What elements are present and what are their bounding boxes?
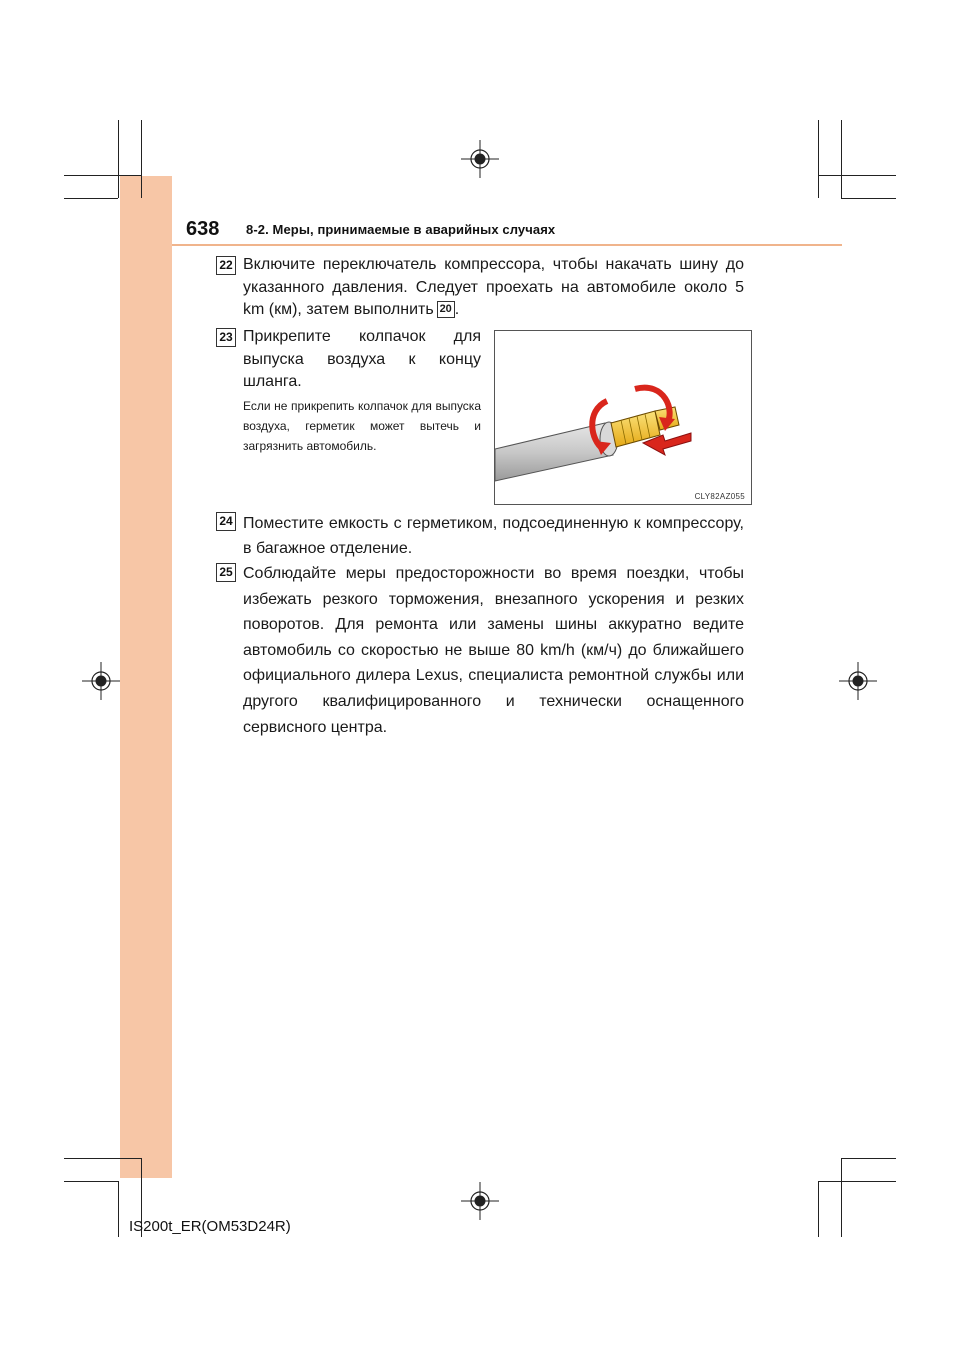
- step-note: Если не прикрепить колпачок для выпуска воздуха, герметик может вытечь и загрязнить автомобиль.: [243, 399, 481, 453]
- step-text: Соблюдайте меры предосторожности во время поездки, чтобы избежать резкого торможения, внезапного ускорения и резких поворотов. Для ремонта или замены шины аккуратно ведите автомобиль со скоростью не выше 80 km/h (км/ч) до ближайшего официального дилера Lexus, специалиста ремонтной службы или другого квалифицированного и технически оснащенного сервисного центра.: [243, 565, 744, 736]
- crop-mark: [841, 1158, 896, 1159]
- crop-mark: [818, 1181, 819, 1237]
- crop-mark: [141, 120, 142, 198]
- crop-mark: [818, 175, 896, 176]
- crop-mark: [118, 1181, 119, 1237]
- step-text: Прикрепите колпачок для выпуска воздуха к концу шланга.: [243, 328, 481, 390]
- step-text-body: Включите переключатель компрессора, чтобы накачать шину до указанного давления. Следует проехать на автомобиле около 5 km (км), затем выполнить: [243, 256, 744, 318]
- crop-mark: [841, 1158, 842, 1237]
- crop-mark: [64, 1181, 118, 1182]
- hose-cap-illustration: [494, 330, 752, 505]
- hose-cap-drawing: [495, 331, 751, 504]
- crop-mark: [64, 198, 118, 199]
- page-number: 638: [186, 218, 220, 240]
- chapter-sidebar-tab: [120, 176, 172, 1178]
- registration-mark-icon: [461, 140, 499, 178]
- section-title: 8-2. Меры, принимаемые в аварийных случаях: [246, 222, 556, 237]
- crop-mark: [818, 1181, 896, 1182]
- step-reference-badge: 20: [437, 301, 455, 318]
- crop-mark: [64, 1158, 142, 1159]
- crop-mark: [841, 198, 896, 199]
- header-divider: [172, 244, 842, 246]
- step-text: [243, 254, 744, 322]
- crop-mark: [64, 175, 142, 176]
- crop-mark: [118, 120, 119, 198]
- registration-mark-icon: [839, 662, 877, 700]
- step-text-end: .: [454, 301, 460, 318]
- registration-mark-icon: [461, 1182, 499, 1220]
- step-number-badge: 25: [216, 563, 236, 582]
- step-number-badge: 23: [216, 328, 236, 347]
- step-number-badge: 24: [216, 512, 236, 531]
- crop-mark: [841, 120, 842, 198]
- step-number-badge: 22: [216, 256, 236, 275]
- crop-mark: [818, 120, 819, 198]
- document-code: IS200t_ER(OM53D24R): [129, 1218, 291, 1235]
- registration-mark-icon: [82, 662, 120, 700]
- step-text: Поместите емкость с герметиком, подсоединенную к компрессору, в багажное отделение.: [243, 515, 744, 557]
- figure-code: CLY82AZ055: [694, 492, 745, 501]
